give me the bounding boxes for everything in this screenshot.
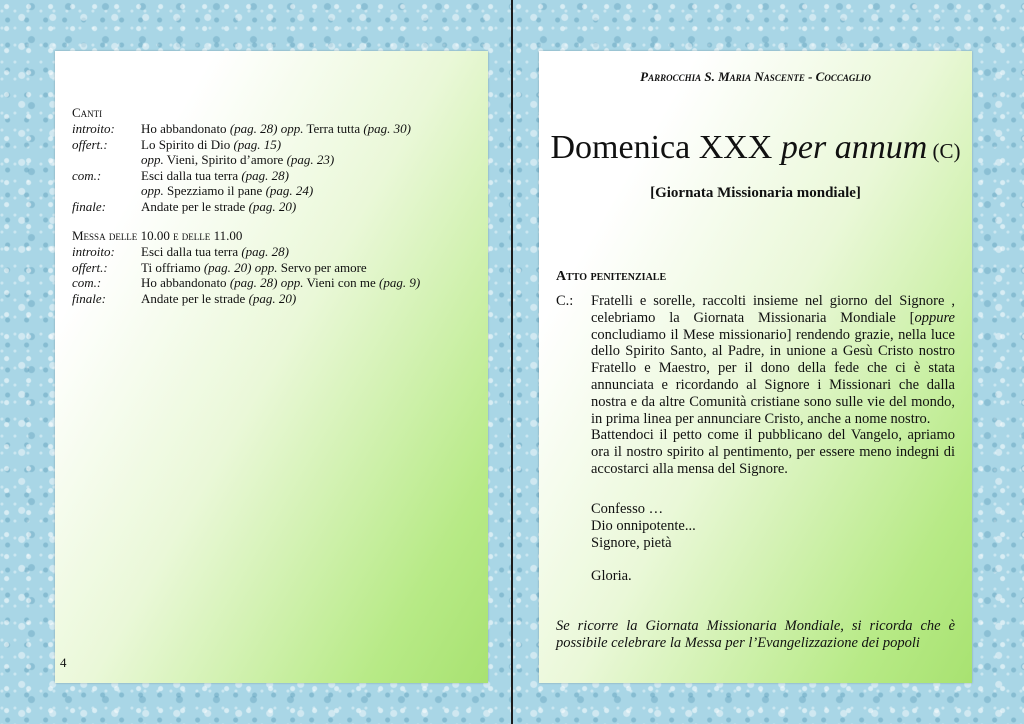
song-title	[141, 183, 313, 199]
song-title-part: (pag. 28) opp.	[229, 275, 304, 290]
song-title-part: (pag. 24)	[265, 183, 314, 198]
song-title-part: (pag. 28)	[241, 167, 290, 183]
song-moment-label: finale:	[72, 198, 106, 214]
song-moment-label: com.:	[72, 167, 102, 183]
prayer-line: Gloria.	[591, 568, 632, 584]
song-title	[141, 260, 367, 276]
messa-time-1: 10.00	[137, 228, 174, 243]
song-title-part: Spezziamo il pane	[163, 183, 266, 198]
song-title-part: (pag. 23)	[286, 152, 335, 167]
messa-time-2: 11.00	[210, 228, 243, 243]
song-title	[141, 199, 296, 215]
title-main: Domenica XXX	[550, 129, 781, 166]
celebrant-text-part: Fratelli e sorelle, raccolti insieme nel giorno del Signore , celebriamo la Giornata Missionaria Mondiale [	[591, 293, 955, 326]
song-title-part: Ho abbandonato	[141, 275, 230, 290]
page-gutter	[511, 0, 513, 724]
celebrant-text	[591, 293, 955, 478]
song-title-part: (pag. 9)	[379, 275, 421, 290]
parish-header: Parrocchia S. Maria Nascente - Coccaglio	[640, 69, 871, 84]
song-row	[72, 260, 367, 276]
messa-heading	[72, 228, 242, 244]
song-title	[141, 244, 289, 260]
song-title-part: Andate per le strade	[141, 290, 249, 306]
song-row	[72, 152, 334, 168]
song-title	[141, 168, 289, 184]
song-row	[72, 199, 296, 215]
song-title-part: Terra tutta	[303, 121, 364, 136]
song-title-part: (pag. 28)	[241, 244, 290, 259]
song-title	[141, 275, 420, 291]
left-page	[55, 51, 488, 683]
celebrant-text-part: Battendoci il petto come il pubblicano del Vangelo, apriamo ora il nostro spirito al pentimento, per essere meno indegni di accostarci alla mensa del Signore.	[591, 427, 955, 477]
prayer-line: Dio onnipotente...	[591, 518, 696, 534]
song-title-part: (pag. 20) opp.	[203, 259, 278, 275]
song-row	[72, 275, 420, 291]
song-row	[72, 183, 313, 199]
song-title-part: opp.	[141, 183, 164, 198]
page-subtitle: [Giornata Missionaria mondiale]	[650, 185, 861, 201]
song-title-part: Lo Spirito di Dio	[141, 136, 234, 152]
song-title	[141, 152, 334, 168]
prayer-line: Confesso …	[591, 501, 664, 517]
song-moment-label: offert.:	[72, 136, 108, 152]
song-title-part: (pag. 15)	[233, 136, 282, 152]
song-moment-label: introito:	[72, 244, 115, 259]
celebrant-text-part: concludiamo il Mese missionario] rendendo grazie, nella luce dello Spirito Santo, al Padre, in unione a Gesù Cristo nostro Fratello e Maestro, per il dono della fede che ci è stata annunciata e ricordando al Signore i Missionari che dalla nostra e da altre Comunità cristiane sono sulle vie del mondo, in prima linea per annunciare Cristo, anche a nome nostro.	[591, 326, 955, 427]
song-moment-label: com.:	[72, 275, 102, 290]
song-title-part: Esci dalla tua terra	[141, 244, 242, 259]
song-title-part: (pag. 28) opp.	[229, 121, 304, 136]
song-moment-label: introito:	[72, 121, 115, 136]
song-row	[72, 137, 281, 153]
song-title-part: Ti offriamo	[141, 259, 204, 275]
song-title	[141, 291, 296, 307]
song-title	[141, 121, 411, 137]
prayer-line: Signore, pietà	[591, 535, 672, 551]
song-title	[141, 137, 281, 153]
messa-heading-part: Messa delle	[72, 228, 138, 243]
atto-heading: Atto penitenziale	[556, 269, 667, 284]
celebrant-label: C.:	[556, 293, 574, 309]
song-title-part: Esci dalla tua terra	[141, 167, 242, 183]
song-title-part: (pag. 20)	[248, 198, 297, 214]
song-row	[72, 168, 289, 184]
song-title-part: (pag. 20)	[248, 290, 297, 306]
song-title-part: (pag. 30)	[363, 121, 412, 136]
title-italic: per annum	[780, 129, 928, 166]
page-number: 4	[60, 655, 67, 670]
song-title-part: Andate per le strade	[141, 198, 249, 214]
song-title-part: Vieni con me	[303, 275, 380, 290]
right-page	[539, 51, 972, 683]
song-row	[72, 244, 289, 260]
celebrant-text-oppure: oppure	[914, 309, 955, 326]
rubric-note: Se ricorre la Giornata Missionaria Mondiale, si ricorda che è possibile celebrare la Messa per l’Evangelizzazione dei popoli	[556, 618, 955, 651]
song-row	[72, 121, 411, 137]
title-year: (C)	[927, 139, 961, 163]
song-title-part: Vieni, Spirito d’amore	[163, 152, 287, 167]
song-title-part: Ho abbandonato	[141, 121, 230, 136]
canti-heading: Canti	[72, 105, 103, 120]
song-title-part: Servo per amore	[277, 259, 367, 275]
messa-heading-part: e delle	[173, 228, 211, 243]
page-title	[539, 129, 972, 167]
song-moment-label: finale:	[72, 290, 106, 306]
song-title-part: opp.	[141, 152, 164, 167]
song-row	[72, 291, 296, 307]
song-moment-label: offert.:	[72, 259, 108, 275]
